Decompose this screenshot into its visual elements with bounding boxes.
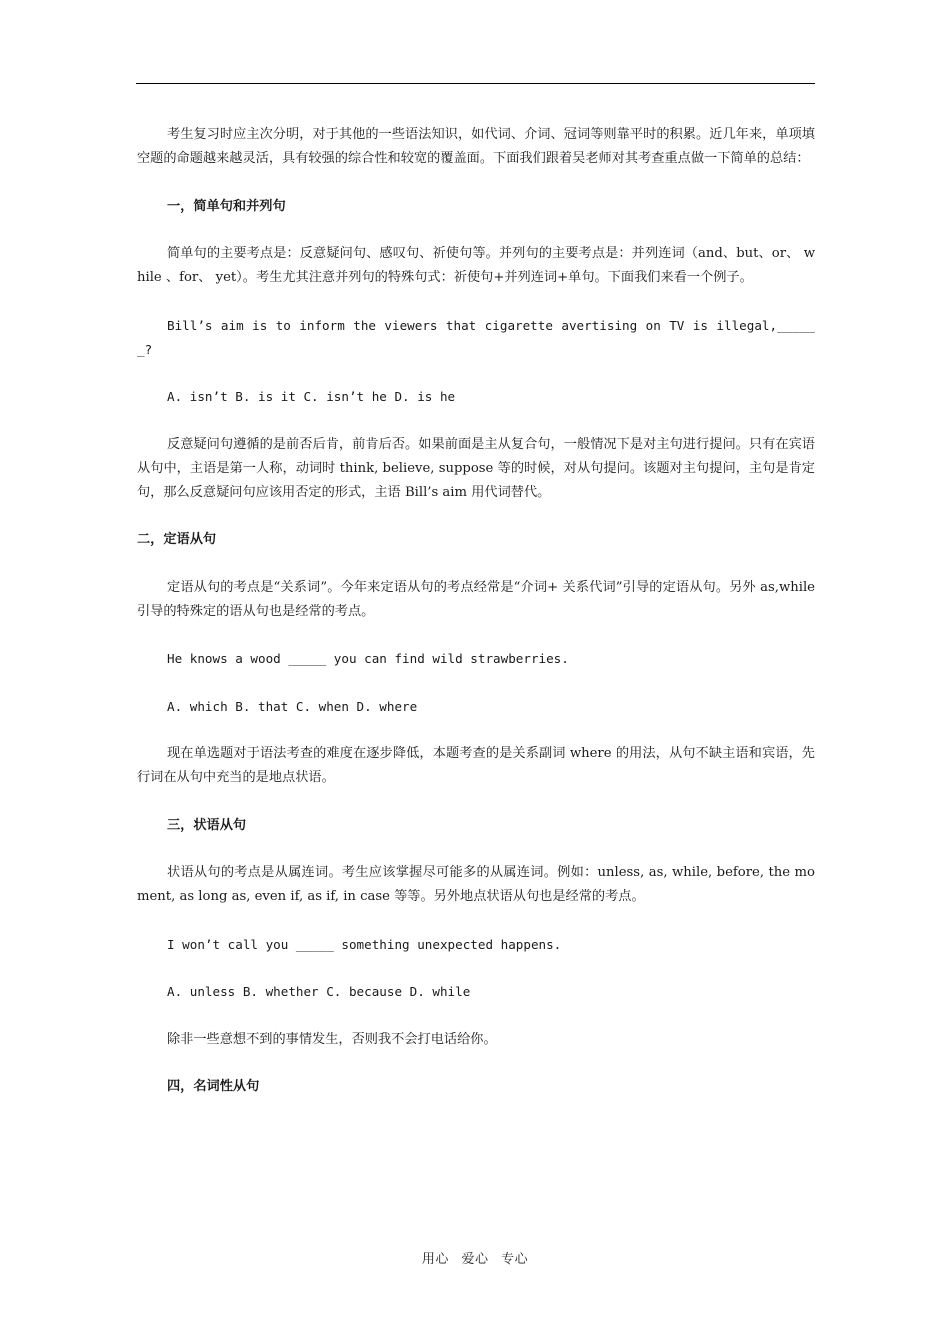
section2-heading: 二，定语从句 <box>137 532 217 547</box>
section1-text: 简单句的主要考点是：反意疑问句、感叹句、祈使句等。并列句的主要考点是：并列连词（and、but、or、 while 、for、 yet）。考生尤其注意并列句的特殊句式：祈使句+并列连词+单句。下面我们来看一个例子。 <box>137 246 815 285</box>
section3-options: A. unless B. whether C. because D. while <box>167 984 471 999</box>
section2-text: 定语从句的考点是“关系词”。今年来定语从句的考点经常是“介词+ 关系代词”引导的定语从句。另外 as,while 引导的特殊定的语从句也是经常的考点。 <box>137 579 815 619</box>
section3-question: I won’t call you _____ something unexpected happens. <box>167 936 562 952</box>
intro-paragraph: 考生复习时应主次分明，对于其他的一些语法知识，如代词、介词、冠词等则靠平时的积累。近几年来，单项填空题的命题越来越灵活，具有较强的综合性和较宽的覆盖面。下面我们跟着吴老师对其考查重点做一下简单的总结： <box>137 127 815 166</box>
section1-options: A. isn’t B. is it C. isn’t he D. is he <box>167 389 456 404</box>
section2-explanation: 现在单选题对于语法考查的难度在逐步降低，本题考查的是关系副词 where 的用法，从句不缺主语和宾语，先行词在从句中充当的是地点状语。 <box>137 746 815 785</box>
footer-text-3: 专心 <box>501 1252 529 1267</box>
page-footer <box>0 1248 950 1267</box>
section1-heading: 一，简单句和并列句 <box>167 198 286 214</box>
footer-text-1: 用心 <box>421 1252 449 1267</box>
section1-question: Bill’s aim is to inform the viewers that cigarette avertising on TV is illegal,______? <box>137 317 815 357</box>
document-body <box>137 123 815 1123</box>
section3-text: 状语从句的考点是从属连词。考生应该掌握尽可能多的从属连词。例如：unless, as, while, before, the moment, as long as, even if, as if, in case 等等。另外地点状语从句也是经常的考点。 <box>137 865 815 904</box>
footer-text-2: 爱心 <box>461 1252 489 1267</box>
section2-options: A. which B. that C. when D. where <box>167 698 418 714</box>
section3-heading: 三，状语从句 <box>167 817 247 833</box>
section4-heading: 四，名词性从句 <box>167 1079 260 1094</box>
section2-question: He knows a wood _____ you can find wild strawberries. <box>167 651 569 666</box>
section1-explanation: 反意疑问句遵循的是前否后肯，前肯后否。如果前面是主从复合句，一般情况下是对主句进行提问。只有在宾语从句中，主语是第一人称，动词时 think, believe, suppose 等的时候，对从句提问。该题对主句提问，主句是肯定句，那么反意疑问句应该用否定的形式，主语 Bill’s aim 用代词替代。 <box>137 436 815 500</box>
section3-explanation: 除非一些意想不到的事情发生，否则我不会打电话给你。 <box>167 1031 497 1047</box>
header-rule <box>136 83 815 84</box>
